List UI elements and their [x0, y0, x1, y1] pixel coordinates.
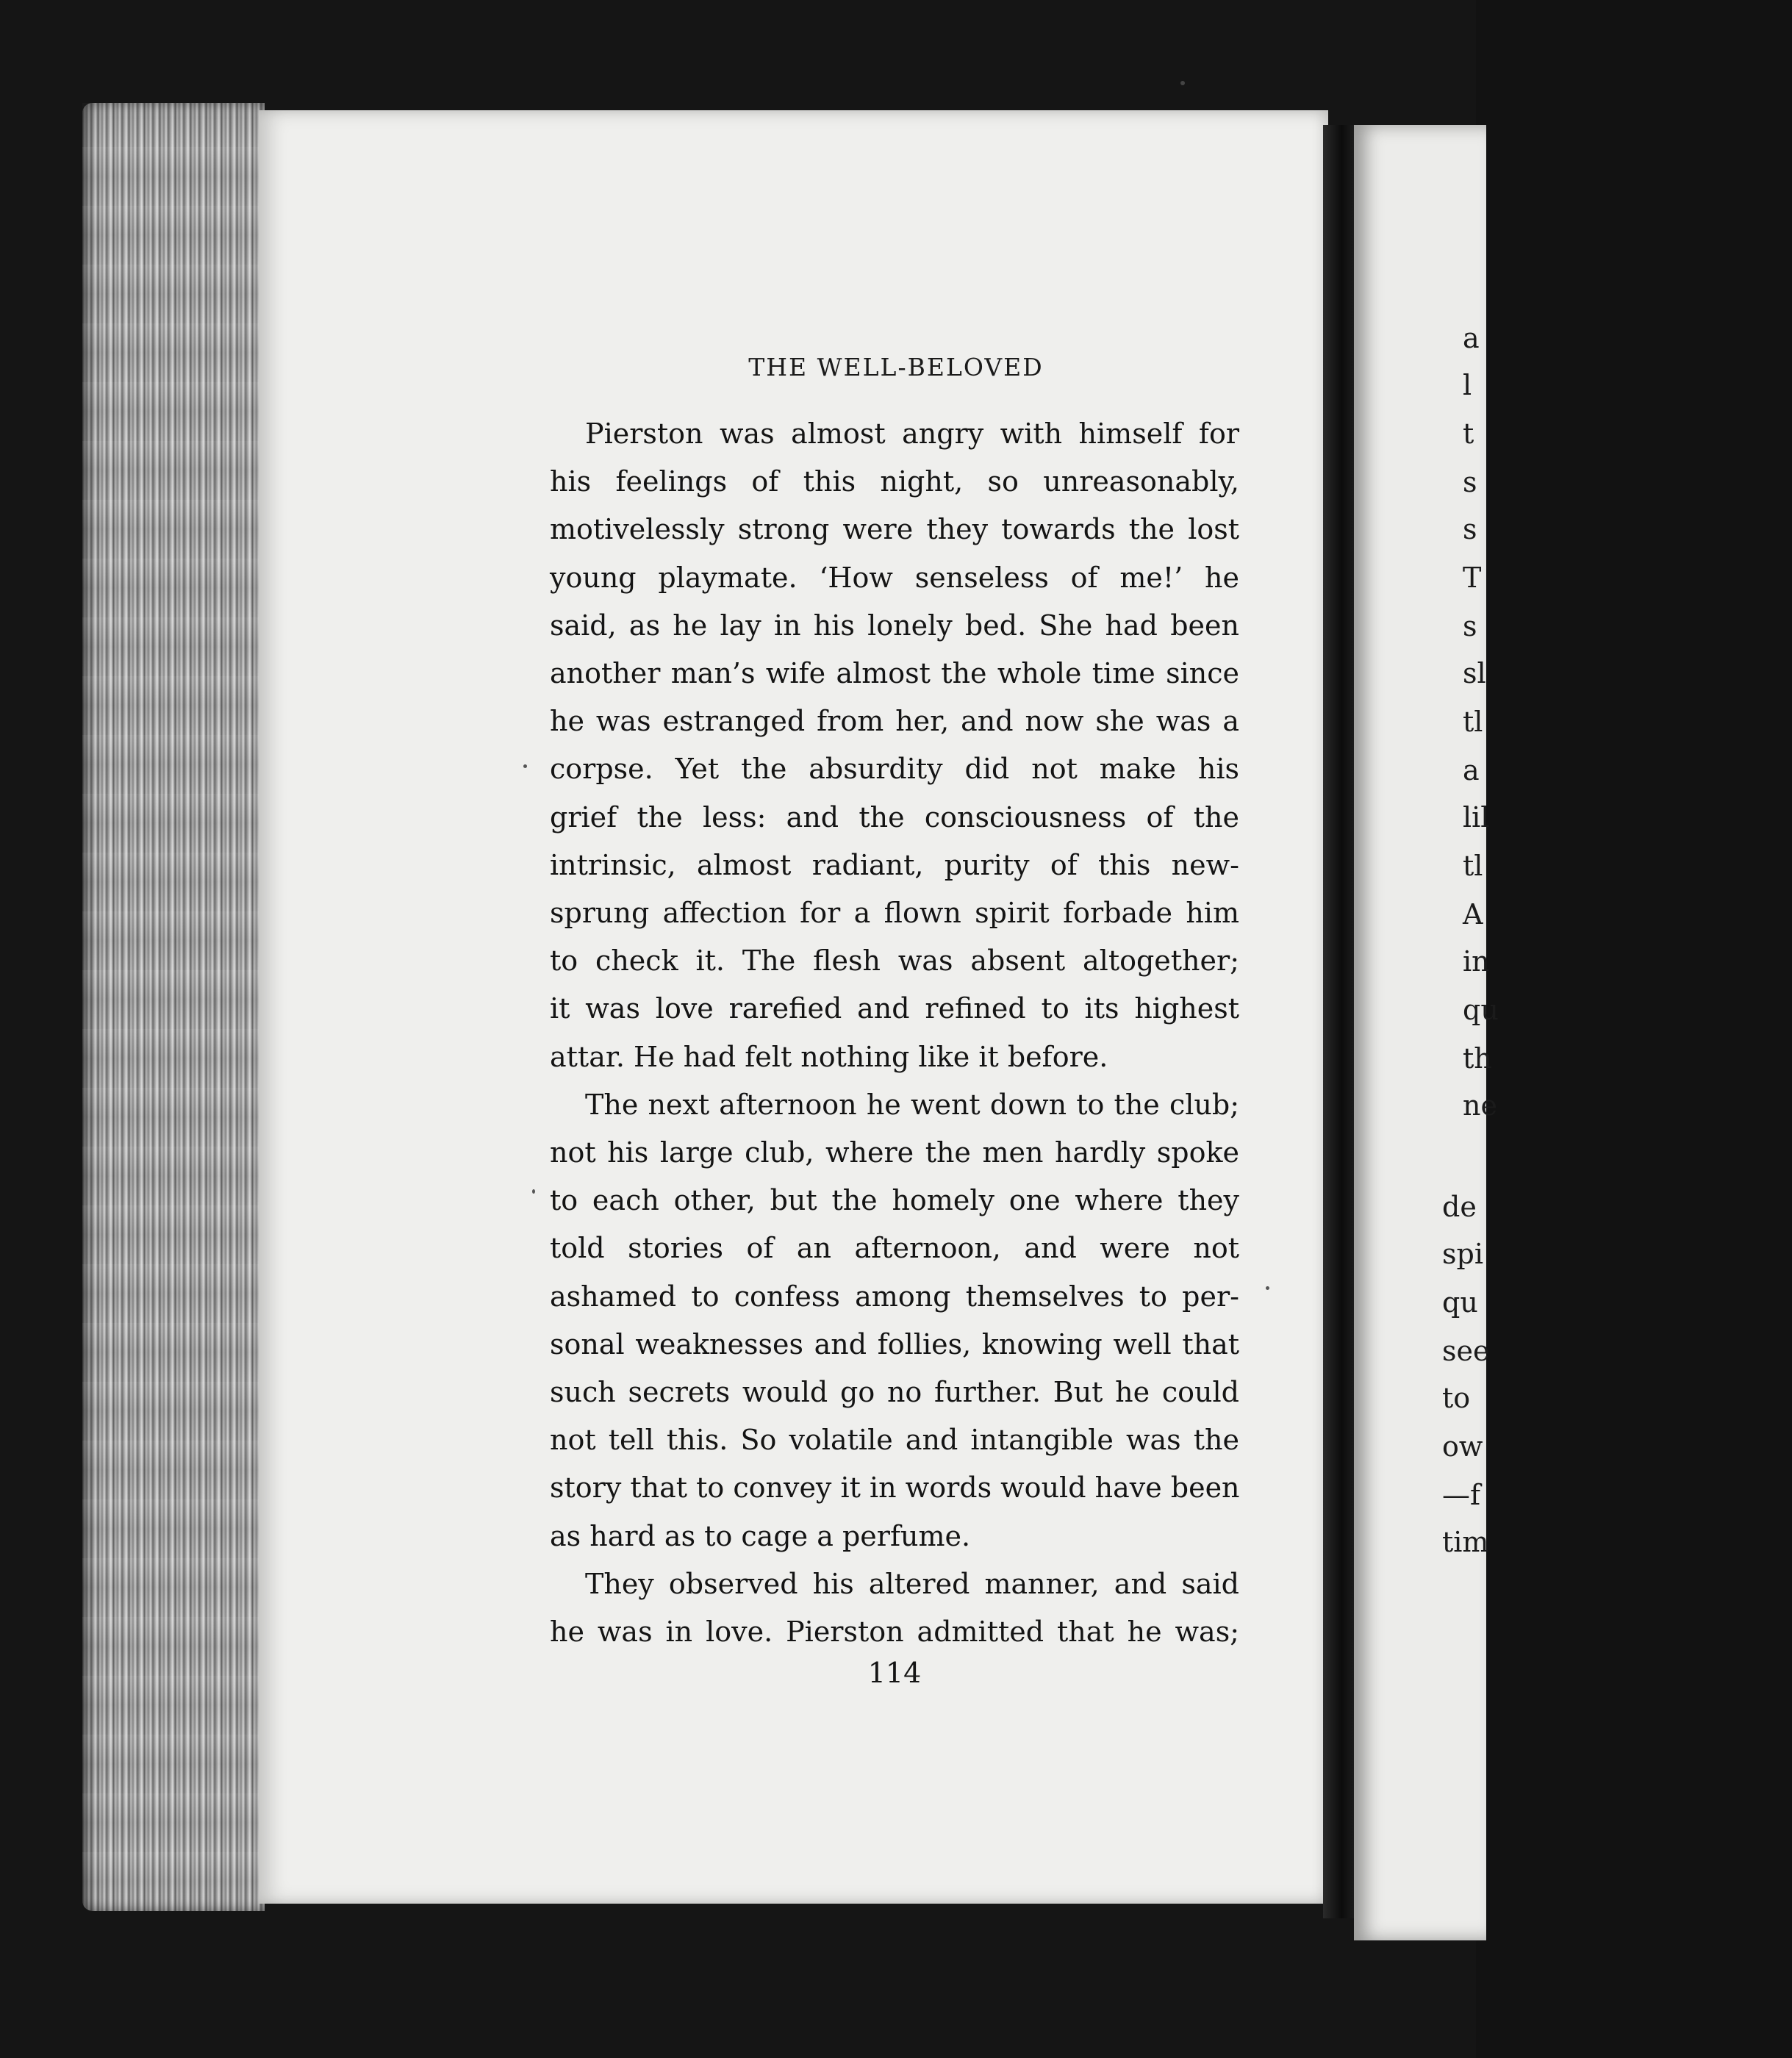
speck	[1180, 81, 1185, 85]
paragraph-3	[550, 1560, 1239, 1656]
speck	[532, 1189, 535, 1194]
running-head: THE WELL-BELOVED	[748, 353, 1044, 381]
next-page-fragment: T	[1463, 562, 1482, 594]
next-page-fragment: th	[1463, 1042, 1492, 1075]
text-line: sonal weaknesses and follies, knowing well that	[550, 1327, 1239, 1360]
text-line: motivelessly strong were they towards the lost	[550, 513, 1239, 546]
next-page-fragment: l	[1463, 369, 1472, 401]
text-line: young playmate. ‘How senseless of me!’ he	[550, 561, 1239, 594]
next-page	[1354, 125, 1499, 1940]
speck	[523, 764, 527, 768]
next-page-fragment: tim	[1442, 1526, 1489, 1558]
text-line: not his large club, where the men hardly spoke	[550, 1136, 1239, 1169]
text-line: attar. He had felt nothing like it before.	[550, 1040, 1108, 1073]
next-page-fragment: to	[1442, 1382, 1471, 1414]
next-page-fragment: see	[1442, 1335, 1490, 1367]
text-line: not tell this. So volatile and intangible was the	[550, 1424, 1239, 1457]
page-text	[550, 410, 1239, 1656]
next-page-fragment: qu	[1463, 994, 1499, 1026]
text-line: The next afternoon he went down to the club;	[585, 1088, 1239, 1121]
page-number: 114	[867, 1657, 922, 1689]
text-line: They observed his altered manner, and said	[585, 1567, 1239, 1600]
next-page-fragment: tl	[1463, 850, 1483, 882]
next-page-fragment: t	[1463, 417, 1474, 450]
text-line: sprung affection for a flown spirit forbade him	[550, 897, 1239, 930]
paragraph-1	[550, 410, 1239, 1081]
text-line: it was love rarefied and refined to its highest	[550, 992, 1239, 1025]
next-page-fragment: ow	[1442, 1430, 1483, 1463]
next-page-fragment: s	[1463, 466, 1477, 498]
next-page-fragment: sl	[1463, 657, 1486, 689]
next-page-fragment: spi	[1442, 1238, 1483, 1270]
text-line: intrinsic, almost radiant, purity of this new-	[550, 848, 1239, 881]
text-line: said, as he lay in his lonely bed. She had been	[550, 609, 1239, 642]
text-line: he was in love. Pierston admitted that he was;	[550, 1616, 1239, 1649]
next-page-fragment: ne	[1463, 1089, 1497, 1122]
gutter	[1323, 125, 1354, 1918]
next-page-fragment: tl	[1463, 706, 1483, 738]
next-page-fragment: s	[1463, 610, 1477, 642]
text-line: corpse. Yet the absurdity did not make his	[550, 753, 1239, 786]
text-line: such secrets would go no further. But he could	[550, 1376, 1239, 1409]
next-page-fragment: lil	[1463, 801, 1490, 833]
text-line: to each other, but the homely one where they	[550, 1184, 1239, 1217]
next-page-fragment: de	[1442, 1191, 1477, 1223]
text-line: his feelings of this night, so unreasonably,	[550, 465, 1239, 498]
paragraph-2	[550, 1081, 1239, 1560]
next-page-fragment: a	[1463, 754, 1480, 786]
next-page-fragment: —f	[1442, 1479, 1481, 1511]
next-page-fragment: a	[1463, 322, 1480, 354]
next-page-fragment: s	[1463, 513, 1477, 545]
text-line: he was estranged from her, and now she was a	[550, 705, 1239, 738]
text-line: told stories of an afternoon, and were not	[550, 1232, 1239, 1265]
next-page-fragment: in	[1463, 945, 1490, 978]
next-page-fragment: qu	[1442, 1286, 1478, 1319]
text-line: to check it. The flesh was absent altogether;	[550, 944, 1239, 978]
text-line: another man’s wife almost the whole time since	[550, 657, 1239, 690]
text-line: Pierston was almost angry with himself for	[585, 417, 1239, 450]
text-line: story that to convey it in words would have been	[550, 1471, 1240, 1505]
speck	[1266, 1286, 1269, 1290]
text-line: grief the less: and the consciousness of the	[550, 800, 1239, 833]
text-line: as hard as to cage a perfume.	[550, 1519, 971, 1552]
text-line: ashamed to confess among themselves to per-	[550, 1280, 1239, 1313]
next-page-fragment: A	[1463, 898, 1483, 931]
